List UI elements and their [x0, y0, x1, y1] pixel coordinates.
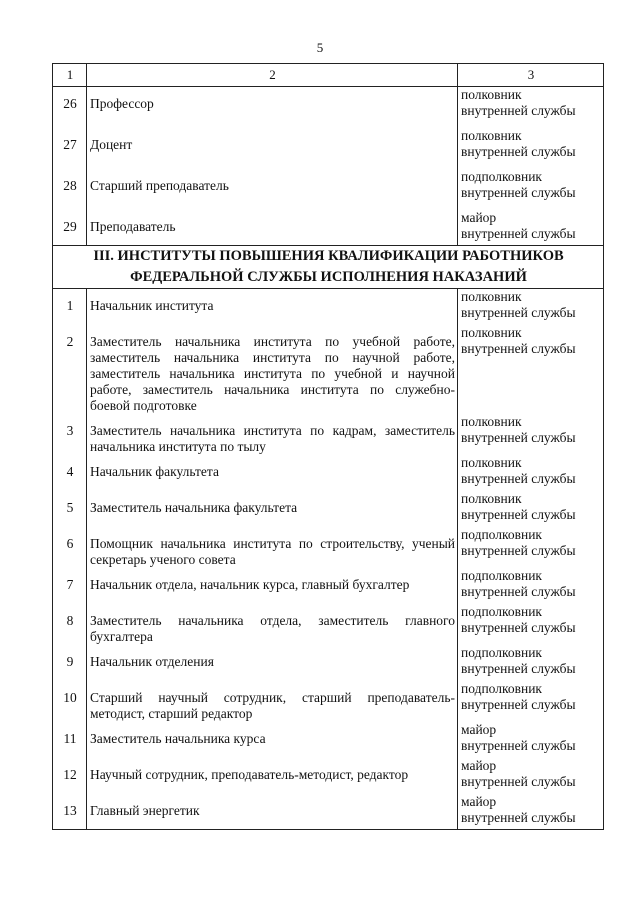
- position-title: Заместитель начальника курса: [87, 722, 458, 758]
- position-title: Заместитель начальника института по учебной работе, заместитель начальника института по научной работе, заместитель начальника института по учебной и научной работе, заместитель начальника института по служебно-боевой подготовке: [87, 325, 458, 414]
- table-row: [53, 414, 604, 455]
- rank-title: подполковник: [461, 644, 542, 660]
- table-row: [53, 681, 604, 722]
- position-title: Научный сотрудник, преподаватель-методист, редактор: [87, 758, 458, 794]
- rank-cell: [458, 325, 604, 414]
- header-col-3: 3: [458, 64, 604, 87]
- rank-cell: [458, 527, 604, 568]
- table-row: [53, 794, 604, 830]
- row-number: 10: [53, 681, 87, 722]
- table-row: [53, 128, 604, 169]
- position-title: Заместитель начальника отдела, заместитель главного бухгалтера: [87, 604, 458, 645]
- rank-cell: [458, 681, 604, 722]
- table-row: [53, 455, 604, 491]
- rank-cell: [458, 645, 604, 681]
- rank-title: полковник: [461, 324, 522, 340]
- rank-service: внутренней службы: [461, 184, 576, 200]
- rank-title: майор: [461, 721, 497, 737]
- section-heading-line-2: ФЕДЕРАЛЬНОЙ СЛУЖБЫ ИСПОЛНЕНИЯ НАКАЗАНИЙ: [130, 269, 527, 285]
- row-number: 4: [53, 455, 87, 491]
- row-number: 3: [53, 414, 87, 455]
- rank-title: майор: [461, 793, 497, 809]
- rank-service: внутренней службы: [461, 429, 576, 445]
- rank-service: внутренней службы: [461, 583, 576, 599]
- row-number: 27: [53, 128, 87, 169]
- row-number: 13: [53, 794, 87, 830]
- rank-service: внутренней службы: [461, 773, 576, 789]
- table-row: [53, 758, 604, 794]
- row-number: 6: [53, 527, 87, 568]
- table-row: [53, 325, 604, 414]
- page-number: 5: [316, 40, 324, 55]
- positions-table: [52, 63, 604, 830]
- position-title: Начальник факультета: [87, 455, 458, 491]
- row-number: 2: [53, 325, 87, 414]
- table-row: [53, 604, 604, 645]
- row-number: 1: [53, 289, 87, 325]
- rank-service: внутренней службы: [461, 225, 576, 241]
- rank-service: внутренней службы: [461, 660, 576, 676]
- rank-title: полковник: [461, 454, 522, 470]
- position-title: Начальник отдела, начальник курса, главный бухгалтер: [87, 568, 458, 604]
- rank-cell: [458, 289, 604, 325]
- rank-cell: [458, 128, 604, 169]
- rank-title: майор: [461, 209, 497, 225]
- position-title: Заместитель начальника факультета: [87, 491, 458, 527]
- rank-cell: [458, 722, 604, 758]
- rank-title: подполковник: [461, 680, 542, 696]
- rank-title: полковник: [461, 127, 522, 143]
- rank-cell: [458, 794, 604, 830]
- position-title: Начальник института: [87, 289, 458, 325]
- row-number: 28: [53, 169, 87, 210]
- rank-cell: [458, 455, 604, 491]
- section-heading-row: [53, 246, 604, 289]
- rank-cell: [458, 568, 604, 604]
- rank-title: полковник: [461, 289, 522, 304]
- rank-service: внутренней службы: [461, 305, 576, 320]
- rank-cell: [458, 414, 604, 455]
- rank-service: внутренней службы: [461, 143, 576, 159]
- rank-service: внутренней службы: [461, 696, 576, 712]
- row-number: 11: [53, 722, 87, 758]
- position-title: Профессор: [87, 87, 458, 128]
- rank-title: подполковник: [461, 168, 542, 184]
- rank-title: полковник: [461, 413, 522, 429]
- rank-cell: [458, 491, 604, 527]
- header-col-2: 2: [87, 64, 458, 87]
- table-header-row: [53, 64, 604, 87]
- table-row: [53, 645, 604, 681]
- rank-title: полковник: [461, 87, 522, 102]
- position-title: Начальник отделения: [87, 645, 458, 681]
- rank-service: внутренней службы: [461, 506, 576, 522]
- position-title: Помощник начальника института по строительству, ученый секретарь ученого совета: [87, 527, 458, 568]
- table-row: [53, 568, 604, 604]
- table-row: [53, 210, 604, 246]
- rank-cell: [458, 758, 604, 794]
- rank-cell: [458, 210, 604, 246]
- header-col-1: 1: [53, 64, 87, 87]
- row-number: 26: [53, 87, 87, 128]
- rank-service: внутренней службы: [461, 470, 576, 486]
- row-number: 7: [53, 568, 87, 604]
- position-title: Преподаватель: [87, 210, 458, 246]
- table-row: [53, 169, 604, 210]
- rank-service: внутренней службы: [461, 340, 576, 356]
- position-title: Старший преподаватель: [87, 169, 458, 210]
- rank-service: внутренней службы: [461, 619, 576, 635]
- table-row: [53, 527, 604, 568]
- row-number: 12: [53, 758, 87, 794]
- rank-title: подполковник: [461, 603, 542, 619]
- position-title: Доцент: [87, 128, 458, 169]
- table-row: [53, 491, 604, 527]
- rank-title: майор: [461, 757, 497, 773]
- rank-cell: [458, 87, 604, 128]
- rank-service: внутренней службы: [461, 809, 576, 825]
- rank-title: подполковник: [461, 567, 542, 583]
- rank-service: внутренней службы: [461, 103, 576, 118]
- position-title: Заместитель начальника института по кадрам, заместитель начальника института по тылу: [87, 414, 458, 455]
- section-heading: [53, 246, 604, 289]
- rank-cell: [458, 604, 604, 645]
- table-row: [53, 722, 604, 758]
- table-row: [53, 87, 604, 128]
- row-number: 8: [53, 604, 87, 645]
- row-number: 9: [53, 645, 87, 681]
- position-title: Главный энергетик: [87, 794, 458, 830]
- rank-title: подполковник: [461, 526, 542, 542]
- position-title: Старший научный сотрудник, старший преподаватель-методист, старший редактор: [87, 681, 458, 722]
- rank-service: внутренней службы: [461, 737, 576, 753]
- rank-title: полковник: [461, 490, 522, 506]
- rank-service: внутренней службы: [461, 542, 576, 558]
- rank-cell: [458, 169, 604, 210]
- row-number: 29: [53, 210, 87, 246]
- section-heading-line-1: III. ИНСТИТУТЫ ПОВЫШЕНИЯ КВАЛИФИКАЦИИ РАБОТНИКОВ: [93, 248, 564, 264]
- row-number: 5: [53, 491, 87, 527]
- table-row: [53, 289, 604, 325]
